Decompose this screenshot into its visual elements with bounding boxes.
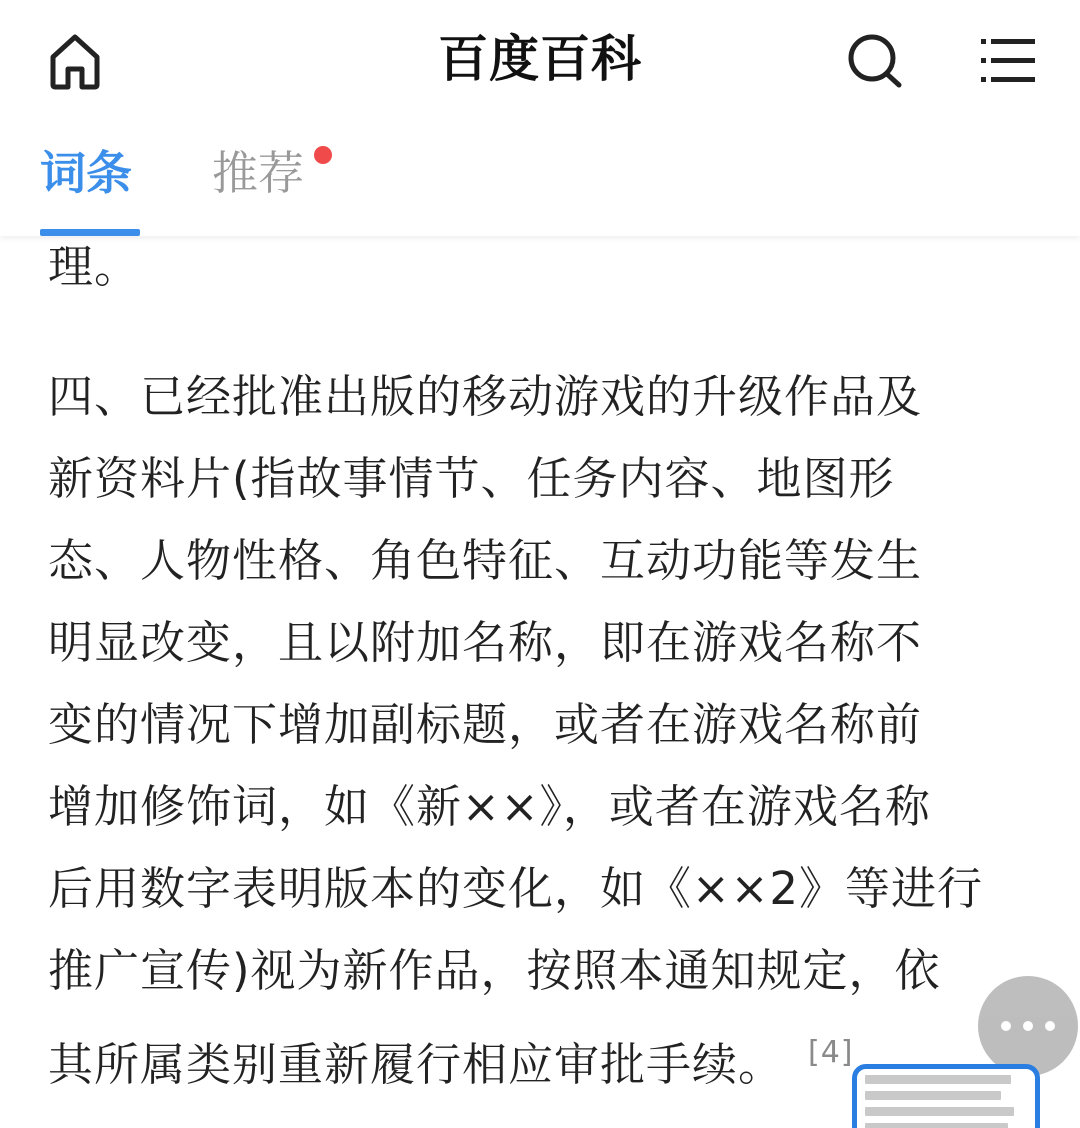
screenshot-thumbnail[interactable] [852,1064,1040,1128]
app-title: 百度百科 [438,30,642,88]
search-icon [845,31,905,91]
tab-entry-label: 词条 [40,146,132,200]
more-dots-icon [1001,1021,1011,1031]
more-dots-icon [1045,1021,1055,1031]
article-body [0,236,1080,1128]
top-bar [0,0,1080,122]
thumbnail-line [865,1107,1014,1116]
more-button[interactable] [978,976,1078,1076]
reference-link[interactable]: [4] [808,1035,854,1070]
menu-icon [977,33,1037,89]
text-line: 态、人物性格、角色特征、互动功能等发生 [48,534,923,587]
tab-entry[interactable] [40,140,142,236]
text-line: 推广宣传)视为新作品，按照本通知规定，依 [48,944,941,997]
text-line: 明显改变，且以附加名称，即在游戏名称不 [48,616,923,669]
text-line-content: 其所属类别重新履行相应审批手续。 [48,1038,785,1091]
text-line: 理。 [48,240,141,293]
tab-bar [0,122,1080,236]
text-line: 新资料片(指故事情节、任务内容、地图形 [48,452,895,505]
home-icon [46,31,104,91]
paragraph-tail [48,236,1028,308]
menu-button[interactable] [972,28,1042,94]
notification-dot [314,146,332,164]
search-button[interactable] [840,28,910,94]
text-line: 后用数字表明版本的变化，如《××2》等进行 [48,862,984,915]
paragraph-four [48,356,1028,1094]
active-tab-indicator [40,229,140,236]
text-line: 增加修饰词，如《新××》，或者在游戏名称 [48,780,931,833]
more-dots-icon [1023,1021,1033,1031]
home-button[interactable] [40,28,110,94]
text-line: 四、已经批准出版的移动游戏的升级作品及 [48,370,923,423]
tab-recommend[interactable] [212,140,342,236]
thumbnail-line [865,1123,1008,1128]
text-line: 变的情况下增加副标题，或者在游戏名称前 [48,698,923,751]
thumbnail-line [865,1075,1011,1084]
thumbnail-line [865,1091,1001,1100]
tab-recommend-label: 推荐 [212,146,304,200]
